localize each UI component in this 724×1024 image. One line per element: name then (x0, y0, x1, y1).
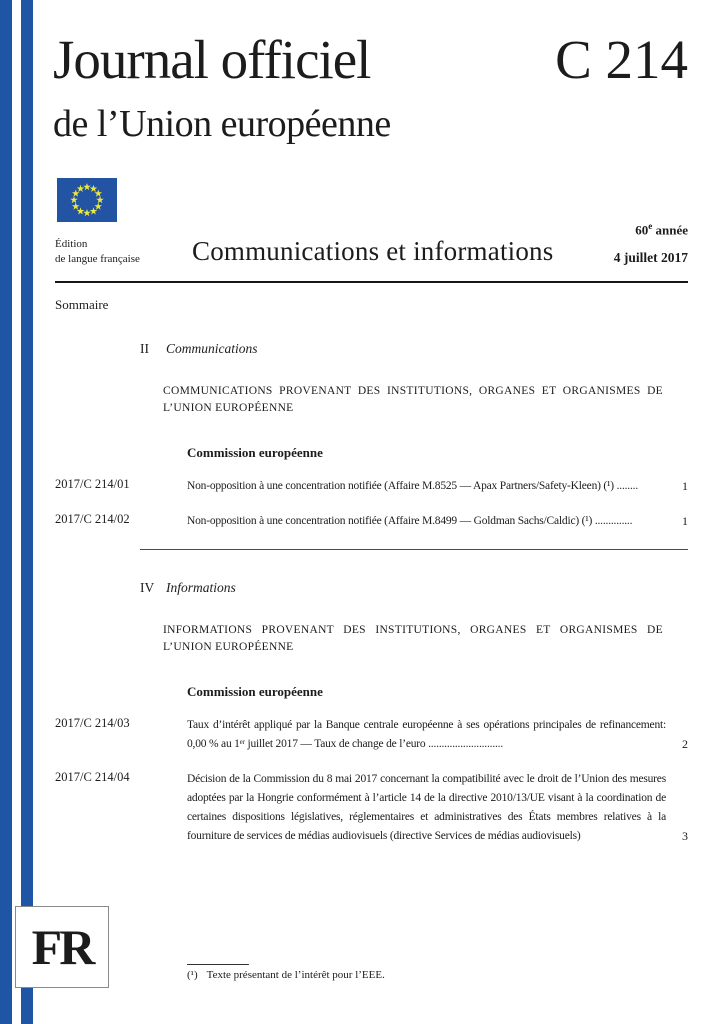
section-separator (140, 549, 688, 550)
language-code: FR (31, 919, 93, 975)
entry-reference: 2017/C 214/04 (55, 770, 130, 784)
title-row (53, 30, 688, 91)
entry-reference: 2017/C 214/01 (55, 477, 130, 491)
toc-entry (55, 716, 688, 754)
year-label (635, 221, 688, 238)
issue-number: C 214 (555, 29, 688, 90)
year-word: année (652, 222, 688, 238)
entry-page-number: 1 (682, 514, 688, 528)
table-of-contents (55, 283, 688, 846)
entry-page-number: 2 (682, 737, 688, 751)
entry-text: Non-opposition à une concentration notifiée (Affaire M.8525 — Apax Partners/Safety-Kleen) (¹) ........ (187, 480, 639, 492)
footnote-line (187, 969, 385, 981)
toc-entry (55, 770, 688, 846)
year-ordinal-sup: e (648, 221, 653, 231)
section-communications (140, 341, 688, 357)
year-number: 60 (635, 222, 649, 238)
entry-page-number: 3 (682, 829, 688, 843)
series-heading: Communications et informations (192, 236, 554, 266)
entry-reference: 2017/C 214/03 (55, 716, 130, 730)
publication-date: 4 juillet 2017 (613, 250, 688, 265)
section-heading: COMMUNICATIONS PROVENANT DES INSTITUTIONS, ORGANES ET ORGANISMES DE L’UNION EUROPÉENNE (163, 385, 663, 414)
section-title: Communications (166, 341, 258, 356)
journal-title: Journal officiel (53, 29, 371, 90)
section-heading: INFORMATIONS PROVENANT DES INSTITUTIONS, ORGANES ET ORGANISMES DE L’UNION EUROPÉENNE (163, 624, 663, 653)
toc-entry (55, 512, 688, 531)
journal-subtitle: de l’Union européenne (53, 103, 391, 145)
eu-flag-icon (57, 178, 117, 222)
edition-line1: Édition (55, 238, 88, 250)
entry-text: Décision de la Commission du 8 mai 2017 concernant la compatibilité avec le droit de l’Union des mesures adoptées par la Hongrie conformément à l’article 14 de la directive 2010/13/UE visant à la coordination de certaines dispositions législatives, réglementaires et administratives des États membres relatives à la fourniture de services de médias audiovisuels (directive Services de médias audiovisuels) (187, 773, 666, 842)
toc-entry (55, 477, 688, 496)
footnote-text: Texte présentant de l’intérêt pour l’EEE. (206, 969, 385, 981)
edition-label (55, 237, 140, 267)
footnote-marker: (¹) (187, 969, 198, 981)
summary-label: Sommaire (55, 297, 109, 312)
entry-reference: 2017/C 214/02 (55, 512, 130, 526)
footnote (187, 964, 385, 981)
entry-text: Non-opposition à une concentration notifiée (Affaire M.8499 — Goldman Sachs/Caldic) (¹) .............. (187, 515, 633, 527)
entry-text: Taux d’intérêt appliqué par la Banque centrale européenne à ses opérations principales de refinancement: 0,00 % au 1ᵉʳ juillet 2017 — Taux de change de l’euro ............................ (187, 719, 666, 750)
edition-line2: de langue française (55, 253, 140, 265)
institution-subheading: Commission européenne (187, 684, 323, 699)
section-title: Informations (166, 580, 236, 595)
language-code-box (15, 906, 109, 988)
masthead (0, 0, 724, 283)
section-numeral: IV (140, 580, 155, 595)
section-numeral: II (140, 341, 149, 356)
footnote-rule (187, 964, 249, 965)
institution-subheading: Commission européenne (187, 445, 323, 460)
section-informations (140, 580, 688, 596)
entry-page-number: 1 (682, 479, 688, 493)
